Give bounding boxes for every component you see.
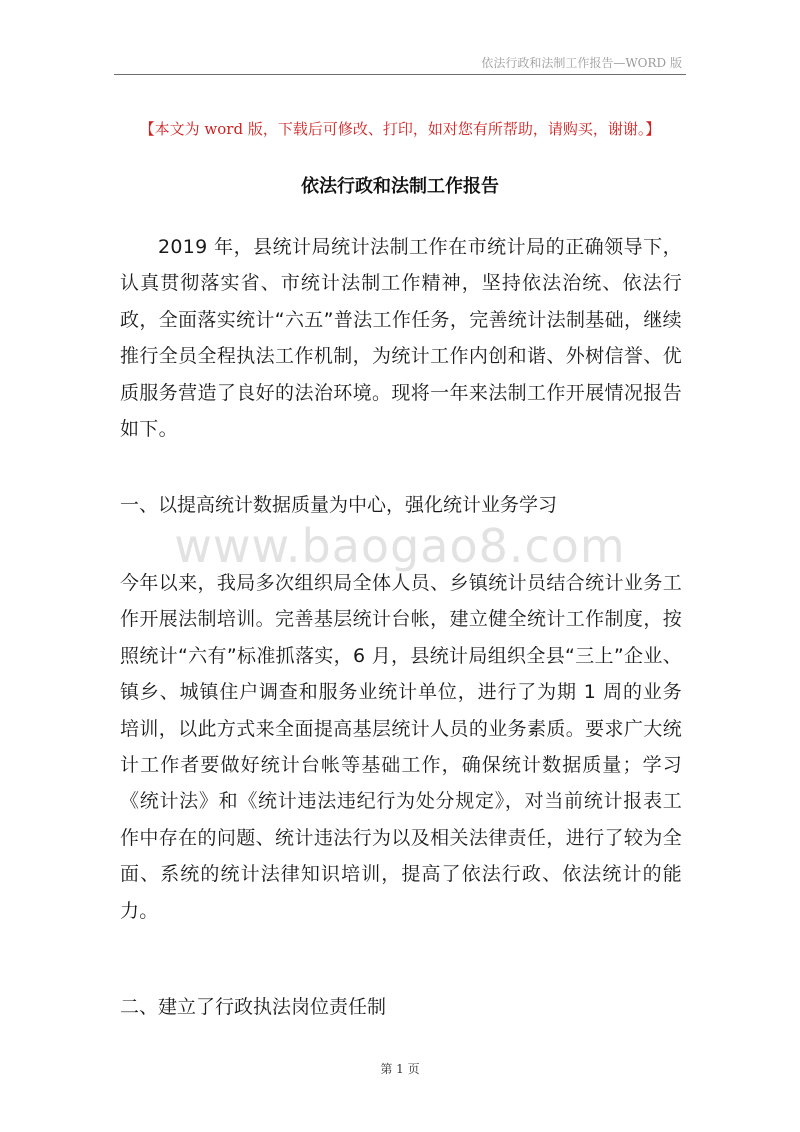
document-title: 依法行政和法制工作报告 (301, 176, 499, 197)
section-1-paragraph: 今年以来，我局多次组织局全体人员、乡镇统计员结合统计业务工作开展法制培训。完善基层统计台帐，建立健全统计工作制度，按照统计“六有”标准抓落实，6 月，县统计局组织全县“三上”企业、镇乡、城镇住户调查和服务业统计单位，进行了为期 1 周的业务培训，以此方式来全面提高基层统计人员的业务素质。要求广大统计工作者要做好统计台帐等基础工作，确保统计数据质量；学习《统计法》和《统计违法违纪行为处分规定》，对当前统计报表工作中存在的问题、统计违法行为以及相关法律责任，进行了较为全面、系统的统计法律知识培训，提高了依法行政、依法统计的能力。 (120, 572, 682, 922)
section-2-heading: 二、建立了行政执法岗位责任制 (120, 996, 387, 1018)
intro-paragraph: 2019 年，县统计局统计法制工作在市统计局的正确领导下，认真贯彻落实省、市统计法制工作精神，坚持依法治统、依法行政，全面落实统计“六五”普法工作任务，完善统计法制基础，继续推行全员全程执法工作机制，为统计工作内创和谐、外树信誉、优质服务营造了良好的法治环境。现将一年来法制工作开展情况报告如下。 (120, 236, 682, 441)
page-number: 第 1 页 (380, 1062, 420, 1076)
site-watermark: www.baogao8.com (174, 519, 626, 573)
download-notice: 【本文为 word 版，下载后可修改、打印，如对您有所帮助，请购买，谢谢。】 (139, 120, 661, 138)
section-1-heading: 一、以提高统计数据质量为中心，强化统计业务学习 (120, 494, 558, 516)
header-divider (114, 74, 686, 75)
running-header: 依法行政和法制工作报告—WORD 版 (481, 56, 682, 70)
